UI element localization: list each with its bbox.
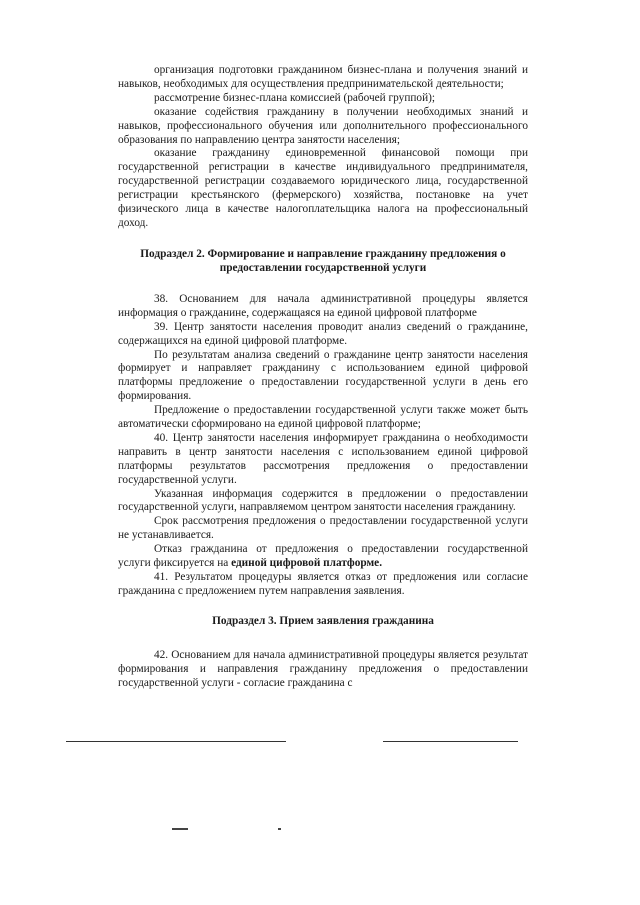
paragraph-39b: По результатам анализа сведений о гражданине центр занятости населения формирует и направляет гражданину с использованием единой цифровой платформы предложение о предоставлении государственной услуги в день его формирования. [118,348,528,403]
section-2-heading [118,247,528,275]
section-2-heading-line2: предоставлении государственной услуги [219,261,427,274]
paragraph-40c: Срок рассмотрения предложения о предоставлении государственной услуги не устанавливается. [118,515,528,542]
scan-mark [172,828,188,830]
paragraph-40d-text: Отказ гражданина от предложения о предоставлении государственной услуги фиксируется на [118,543,528,570]
list-item: оказание содействия гражданину в получении необходимых знаний и навыков, профессионального обучения или дополнительного профессионального образования по направлению центра занятости населения; [118,105,528,146]
scan-mark [278,828,281,830]
list-item: оказание гражданину единовременной финансовой помощи при государственной регистрации в качестве индивидуального предпринимателя, государственной регистрации создаваемого юридического лица, государственной регистрации крестьянского (фермерского) хозяйства, постановке на учет физического лица в качестве налогоплательщика налога на профессиональный доход. [118,147,528,229]
list-item: организация подготовки гражданином бизнес-плана и получения знаний и навыков, необходимых для осуществления предпринимательской деятельности; [118,64,528,90]
paragraph-39: 39. Центр занятости населения проводит анализ сведений о гражданине, содержащихся на единой цифровой платформе. [118,320,528,347]
paragraph-40d-bold: единой цифровой платформе. [231,557,383,570]
list-item: рассмотрение бизнес-плана комиссией (рабочей группой); [154,91,436,104]
paragraph-38: 38. Основанием для начала административной процедуры является информация о гражданине, содержащаяся на единой цифровой платформе [118,292,528,319]
paragraph-40: 40. Центр занятости населения информирует гражданина о необходимости направить в центр занятости населения с использованием единой цифровой платформы результатов рассмотрения предложения о предоставлении государственной услуги. [118,431,528,486]
paragraph-41: 41. Результатом процедуры является отказ от предложения или согласие гражданина с предложением путем направления заявления. [118,571,528,597]
paragraph-39c: Предложение о предоставлении государственной услуги также может быть автоматически сформировано на единой цифровой платформе; [118,404,528,431]
paragraph-42: 42. Основанием для начала административной процедуры является результат формирования и направления гражданину предложения о предоставлении государственной услуги - согласие гражданина с [118,648,528,689]
footer-rule-left [66,741,286,742]
paragraph-40d [118,543,528,571]
section-2-heading-line1: Подраздел 2. Формирование и направление гражданину предложения о [140,247,506,260]
footer-rule-right [383,741,518,742]
section-3-heading: Подраздел 3. Прием заявления гражданина [212,614,434,627]
document-page [118,64,528,690]
paragraph-40b: Указанная информация содержится в предложении о предоставлении государственной услуги, направляемом центром занятости населения гражданину. [118,487,528,514]
